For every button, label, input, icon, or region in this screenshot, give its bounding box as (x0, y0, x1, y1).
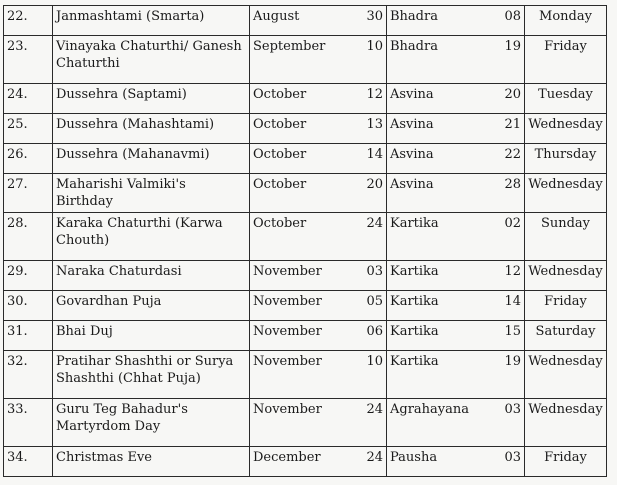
festival-name-cell: Bhai Duj (53, 321, 250, 351)
saka-day-cell: 20 (483, 84, 525, 114)
saka-day-cell: 21 (483, 114, 525, 144)
weekday-cell: Wednesday (525, 261, 607, 291)
saka-month-cell: Kartika (387, 321, 484, 351)
gregorian-day-cell: 14 (340, 144, 387, 174)
gregorian-day-cell: 06 (340, 321, 387, 351)
saka-day-cell: 03 (483, 399, 525, 447)
gregorian-day-cell: 13 (340, 114, 387, 144)
serial-number-cell: 30. (4, 291, 53, 321)
holiday-row (4, 144, 607, 174)
gregorian-month-cell: December (250, 447, 341, 477)
holiday-row (4, 213, 607, 261)
festival-name-cell: Dussehra (Mahanavmi) (53, 144, 250, 174)
festival-name-cell: Dussehra (Mahashtami) (53, 114, 250, 144)
festival-name-cell: Maharishi Valmiki's Birthday (53, 174, 250, 213)
saka-month-cell: Asvina (387, 174, 484, 213)
gregorian-day-cell: 30 (340, 6, 387, 36)
serial-number-cell: 33. (4, 399, 53, 447)
serial-number-cell: 22. (4, 6, 53, 36)
holiday-row (4, 6, 607, 36)
gregorian-day-cell: 10 (340, 351, 387, 399)
festival-name-cell: Guru Teg Bahadur's Martyrdom Day (53, 399, 250, 447)
holiday-row (4, 351, 607, 399)
saka-day-cell: 12 (483, 261, 525, 291)
serial-number-cell: 24. (4, 84, 53, 114)
serial-number-cell: 23. (4, 36, 53, 84)
gregorian-day-cell: 24 (340, 399, 387, 447)
festival-name-cell: Christmas Eve (53, 447, 250, 477)
holiday-row (4, 174, 607, 213)
gregorian-day-cell: 24 (340, 447, 387, 477)
gregorian-month-cell: September (250, 36, 341, 84)
gregorian-day-cell: 05 (340, 291, 387, 321)
serial-number-cell: 29. (4, 261, 53, 291)
holiday-row (4, 321, 607, 351)
weekday-cell: Monday (525, 6, 607, 36)
weekday-cell: Sunday (525, 213, 607, 261)
gregorian-day-cell: 24 (340, 213, 387, 261)
saka-day-cell: 28 (483, 174, 525, 213)
weekday-cell: Wednesday (525, 174, 607, 213)
festival-name-cell: Pratihar Shashthi or Surya Shashthi (Chhat Puja) (53, 351, 250, 399)
festival-name-cell: Vinayaka Chaturthi/ Ganesh Chaturthi (53, 36, 250, 84)
saka-month-cell: Kartika (387, 213, 484, 261)
gregorian-day-cell: 03 (340, 261, 387, 291)
saka-day-cell: 08 (483, 6, 525, 36)
saka-month-cell: Bhadra (387, 6, 484, 36)
gregorian-month-cell: October (250, 114, 341, 144)
saka-month-cell: Kartika (387, 291, 484, 321)
saka-day-cell: 03 (483, 447, 525, 477)
gregorian-month-cell: October (250, 174, 341, 213)
saka-day-cell: 19 (483, 36, 525, 84)
gregorian-month-cell: October (250, 84, 341, 114)
holiday-table (3, 5, 607, 477)
serial-number-cell: 32. (4, 351, 53, 399)
gregorian-day-cell: 12 (340, 84, 387, 114)
saka-day-cell: 14 (483, 291, 525, 321)
gregorian-month-cell: October (250, 144, 341, 174)
saka-day-cell: 19 (483, 351, 525, 399)
gregorian-month-cell: November (250, 399, 341, 447)
gregorian-day-cell: 20 (340, 174, 387, 213)
festival-name-cell: Naraka Chaturdasi (53, 261, 250, 291)
weekday-cell: Friday (525, 291, 607, 321)
weekday-cell: Friday (525, 36, 607, 84)
gregorian-month-cell: November (250, 291, 341, 321)
festival-name-cell: Janmashtami (Smarta) (53, 6, 250, 36)
festival-name-cell: Dussehra (Saptami) (53, 84, 250, 114)
gregorian-month-cell: November (250, 351, 341, 399)
gregorian-month-cell: November (250, 321, 341, 351)
weekday-cell: Wednesday (525, 114, 607, 144)
serial-number-cell: 27. (4, 174, 53, 213)
serial-number-cell: 28. (4, 213, 53, 261)
holiday-table-body (4, 6, 607, 477)
weekday-cell: Tuesday (525, 84, 607, 114)
festival-name-cell: Karaka Chaturthi (Karwa Chouth) (53, 213, 250, 261)
holiday-row (4, 114, 607, 144)
weekday-cell: Thursday (525, 144, 607, 174)
serial-number-cell: 25. (4, 114, 53, 144)
holiday-row (4, 84, 607, 114)
saka-month-cell: Agrahayana (387, 399, 484, 447)
saka-month-cell: Pausha (387, 447, 484, 477)
serial-number-cell: 31. (4, 321, 53, 351)
weekday-cell: Wednesday (525, 399, 607, 447)
gregorian-month-cell: October (250, 213, 341, 261)
saka-month-cell: Asvina (387, 84, 484, 114)
gregorian-month-cell: August (250, 6, 341, 36)
saka-month-cell: Bhadra (387, 36, 484, 84)
holiday-row (4, 399, 607, 447)
serial-number-cell: 34. (4, 447, 53, 477)
saka-month-cell: Asvina (387, 144, 484, 174)
saka-month-cell: Kartika (387, 261, 484, 291)
saka-day-cell: 22 (483, 144, 525, 174)
festival-name-cell: Govardhan Puja (53, 291, 250, 321)
gregorian-day-cell: 10 (340, 36, 387, 84)
holiday-row (4, 291, 607, 321)
holiday-row (4, 261, 607, 291)
holiday-row (4, 447, 607, 477)
saka-month-cell: Asvina (387, 114, 484, 144)
weekday-cell: Friday (525, 447, 607, 477)
serial-number-cell: 26. (4, 144, 53, 174)
weekday-cell: Wednesday (525, 351, 607, 399)
saka-day-cell: 02 (483, 213, 525, 261)
weekday-cell: Saturday (525, 321, 607, 351)
saka-month-cell: Kartika (387, 351, 484, 399)
holiday-row (4, 36, 607, 84)
gregorian-month-cell: November (250, 261, 341, 291)
saka-day-cell: 15 (483, 321, 525, 351)
